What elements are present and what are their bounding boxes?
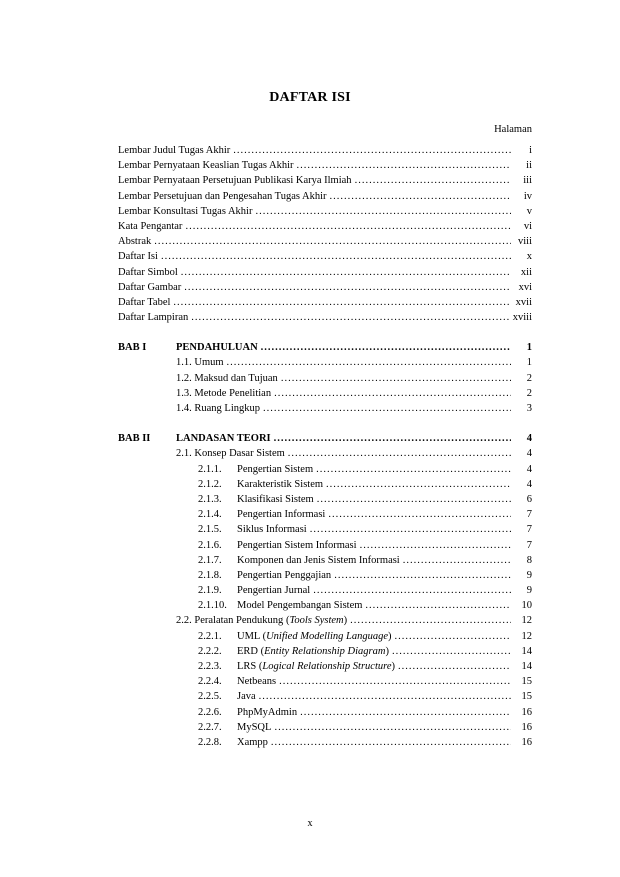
toc-entry-text: Lembar Judul Tugas Akhir <box>118 145 231 156</box>
toc-entry-number: 2.1.8. <box>198 569 222 581</box>
section-2-2-item <box>118 705 532 720</box>
toc-entry-text: 1.3. Metode Penelitian <box>176 387 272 399</box>
toc-entry-label <box>118 173 352 188</box>
toc-entry-label <box>118 386 271 401</box>
toc-entry-text: UML <box>237 630 260 642</box>
toc-entry-label <box>118 234 151 249</box>
toc-entry-label <box>118 265 178 280</box>
section-2-1-item <box>118 477 532 492</box>
toc-entry-number: 2.2.3. <box>198 661 222 672</box>
toc-entry-text: Klasifikasi Sistem <box>237 493 314 505</box>
section-2-2-item <box>118 674 532 689</box>
dot-leader <box>355 173 511 188</box>
bab1-page: 1 <box>526 342 532 354</box>
dot-leader <box>184 280 511 295</box>
section-2-1-item <box>118 507 532 522</box>
toc-entry-page: xvii <box>515 296 532 308</box>
toc-entry-text: Lembar Konsultasi Tugas Akhir <box>118 205 253 217</box>
section-2-1-page: 4 <box>526 448 532 460</box>
section-2-2-page: 12 <box>521 615 532 627</box>
dot-leader <box>330 189 511 204</box>
dot-leader <box>161 249 511 264</box>
front-matter-item <box>118 249 532 264</box>
toc-entry-text: ERD <box>237 645 258 657</box>
section-2-2-item <box>118 644 532 659</box>
toc-entry-text: Daftar Lampiran <box>118 312 189 324</box>
dot-leader <box>403 553 511 568</box>
front-matter-item <box>118 173 532 188</box>
toc-entry-label <box>118 598 362 613</box>
front-matter-item <box>118 219 532 234</box>
dot-leader <box>191 310 509 325</box>
toc-entry-number: 2.1.5. <box>198 524 222 536</box>
section-2-2-item <box>118 720 532 735</box>
front-matter-item <box>118 204 532 219</box>
dot-leader <box>279 674 511 689</box>
dot-leader <box>326 477 511 492</box>
toc-entry-text: Pengertian Penggajian <box>237 569 332 581</box>
toc-entry-number: 2.2.4. <box>198 676 222 688</box>
dot-leader <box>173 295 511 310</box>
toc-entry-page: 4 <box>526 463 532 475</box>
toc-entry-page: 7 <box>526 524 532 536</box>
toc-entry-page: x <box>526 251 532 263</box>
halaman-label: Halaman <box>494 124 532 135</box>
front-matter-item <box>118 265 532 280</box>
toc-entry-label <box>118 280 181 295</box>
section-2-1-item <box>118 583 532 598</box>
bab1-item <box>118 371 532 386</box>
toc-entry-page: 1 <box>526 357 532 369</box>
dot-leader <box>350 613 511 628</box>
toc-entry-label <box>118 249 158 264</box>
toc-entry-number: 2.1.1. <box>198 463 222 475</box>
front-matter-item <box>118 280 532 295</box>
bab1-title: PENDAHULUAN <box>176 342 258 354</box>
toc-entry-page: xviii <box>512 312 532 324</box>
bab2-page: 4 <box>526 433 532 445</box>
section-2-2-item <box>118 735 532 750</box>
toc-entry-text: Abstrak <box>118 236 152 248</box>
toc-entry-text: Lembar Pernyataan Keaslian Tugas Akhir <box>118 160 294 172</box>
toc-entry-text: Daftar Tabel <box>118 296 171 308</box>
dot-leader <box>317 492 511 507</box>
toc-entry-text: Netbeans <box>237 676 277 688</box>
dot-leader <box>297 158 511 173</box>
toc-entry-label <box>118 401 260 416</box>
dot-leader <box>261 340 511 355</box>
dot-leader <box>334 568 511 583</box>
section-2-2-label: 2.2. Peralatan Pendukung (Tools System) <box>176 615 348 627</box>
toc-entry-label: 2.2.2. ERD (Entity Relationship Diagram) <box>118 644 389 659</box>
bab1-item <box>118 355 532 370</box>
toc-entry-page: 15 <box>521 691 532 703</box>
toc-entry-page: 8 <box>526 554 532 566</box>
toc-entry-page: viii <box>517 236 532 248</box>
toc-entry-label <box>118 295 170 310</box>
section-2-1 <box>118 446 532 461</box>
section-2-1-item <box>118 522 532 537</box>
toc-entry-page: 9 <box>526 569 532 581</box>
toc-entry-label <box>118 310 188 325</box>
toc-entry-text: Daftar Gambar <box>118 281 182 293</box>
front-matter-list <box>118 143 532 325</box>
toc-entry-number: 2.1.3. <box>198 493 222 505</box>
dot-leader <box>300 705 511 720</box>
toc-entry-text: Lembar Pernyataan Persetujuan Publikasi Karya Ilmiah <box>118 175 352 187</box>
section-2-2-italic: Tools System <box>289 615 344 627</box>
toc-entry-text: Daftar Isi <box>118 251 158 263</box>
dot-leader <box>313 583 511 598</box>
toc-entry-label <box>118 720 271 735</box>
toc-entry-number: 2.2.5. <box>198 691 222 703</box>
toc-entry-label <box>118 705 297 720</box>
toc-entry-label <box>118 189 327 204</box>
toc-entry-page: 16 <box>521 721 532 733</box>
toc-entry-italic: Unified Modelling Language <box>266 630 388 642</box>
section-2-1-item <box>118 553 532 568</box>
front-matter-item <box>118 234 532 249</box>
toc-entry-label <box>118 735 268 750</box>
front-matter-item <box>118 295 532 310</box>
toc-entry-number: 2.1.7. <box>198 554 222 566</box>
toc-entry-number: 2.1.6. <box>198 539 222 551</box>
dot-leader <box>181 265 511 280</box>
section-2-1-items <box>118 462 532 614</box>
toc-entry-text: 1.4. Ruang Lingkup <box>176 403 260 414</box>
dot-leader <box>255 204 511 219</box>
toc-entry-label <box>118 477 323 492</box>
toc-entry-text: Siklus Informasi <box>237 524 307 536</box>
toc-entry-italic: Logical Relationship Structure <box>262 661 392 672</box>
dot-leader <box>365 598 511 613</box>
toc-entry-italic: Entity Relationship Diagram <box>264 645 386 657</box>
toc-entry-label <box>118 553 400 568</box>
front-matter-item <box>118 189 532 204</box>
dot-leader <box>392 644 511 659</box>
toc-entry-label <box>118 371 278 386</box>
toc-entry-label <box>118 143 230 158</box>
section-2-1-item <box>118 492 532 507</box>
toc-entry-number: 2.1.9. <box>198 585 222 597</box>
toc-entry-page: 14 <box>521 661 532 672</box>
page-title: DAFTAR ISI <box>269 90 351 105</box>
toc-entry-page: 15 <box>521 676 532 688</box>
toc-entry-text: Daftar Simbol <box>118 266 178 278</box>
toc-entry-page: 3 <box>526 403 532 414</box>
toc-entry-text: Kata Pengantar <box>118 220 183 232</box>
toc-entry-page: 6 <box>526 493 532 505</box>
dot-leader <box>360 538 511 553</box>
toc-entry-label <box>118 492 314 507</box>
toc-entry-text: PhpMyAdmin <box>237 706 298 718</box>
toc-entry-number: 2.1.10. <box>198 600 227 612</box>
dot-leader <box>154 234 511 249</box>
section-2-2-text: 2.2. Peralatan Pendukung <box>176 615 284 627</box>
toc-entry-text: Lembar Persetujuan dan Pengesahan Tugas Akhir <box>118 190 327 202</box>
toc-entry-label: 2.2.3. LRS (Logical Relationship Structure) <box>118 659 395 674</box>
bab1-heading <box>118 340 532 355</box>
toc-entry-label <box>118 158 294 173</box>
toc-entry-page: 14 <box>521 645 532 657</box>
toc-entry-number: 2.2.7. <box>198 721 222 733</box>
toc-entry-text: Model Pengembangan Sistem <box>237 600 363 612</box>
dot-leader <box>233 143 511 158</box>
toc-entry-label <box>118 355 224 370</box>
toc-entry-number: 2.2.1. <box>198 630 222 642</box>
toc-entry-page: 4 <box>526 478 532 490</box>
dot-leader <box>288 446 511 461</box>
toc-entry-number: 2.2.8. <box>198 736 222 748</box>
dot-leader <box>271 735 511 750</box>
toc-entry-label <box>118 689 256 704</box>
toc-entry-page: 7 <box>526 509 532 521</box>
section-2-2-item <box>118 689 532 704</box>
toc-entry-page: 10 <box>521 600 532 612</box>
section-2-1-label: 2.1. Konsep Dasar Sistem <box>176 448 285 460</box>
toc-entry-page: 2 <box>526 387 532 399</box>
dot-leader <box>227 355 511 370</box>
dot-leader <box>274 720 511 735</box>
dot-leader <box>274 386 511 401</box>
toc-entry-text: MySQL <box>237 721 272 733</box>
dot-leader <box>281 371 511 386</box>
toc-entry-text: 1.2. Maksud dan Tujuan <box>176 372 278 384</box>
section-2-1-item <box>118 462 532 477</box>
toc-entry-page: 9 <box>526 585 532 597</box>
toc-entry-number: 2.2.6. <box>198 706 222 718</box>
toc-entry-label <box>118 538 357 553</box>
toc-entry-label <box>118 462 313 477</box>
dot-leader <box>394 629 511 644</box>
bab2-title: LANDASAN TEORI <box>176 433 271 445</box>
toc-entry-label <box>118 568 331 583</box>
front-matter-item <box>118 143 532 158</box>
toc-entry-text: Pengertian Sistem <box>237 463 314 475</box>
toc-entry-page: v <box>526 205 532 217</box>
toc-entry-text: Komponen dan Jenis Sistem Informasi <box>237 554 400 566</box>
toc-entry-text: Xampp <box>237 736 268 748</box>
section-2-2 <box>118 613 532 628</box>
toc-entry-label <box>118 204 252 219</box>
bab1-code: BAB I <box>118 342 147 354</box>
section-2-1-item <box>118 568 532 583</box>
toc-entry-page: xvi <box>518 281 532 293</box>
table-of-contents <box>118 143 532 750</box>
dot-leader <box>398 659 511 674</box>
page-number: x <box>307 818 313 829</box>
toc-entry-number: 2.2.2. <box>198 645 222 657</box>
toc-entry-page: 12 <box>521 630 532 642</box>
toc-entry-text: Pengertian Informasi <box>237 509 326 521</box>
toc-entry-label: 2.2.1. UML (Unified Modelling Language) <box>118 629 391 644</box>
toc-entry-text: Pengertian Sistem Informasi <box>237 539 357 551</box>
toc-entry-page: iv <box>523 190 532 202</box>
toc-entry-page: iii <box>523 175 532 187</box>
bab1-item <box>118 401 532 416</box>
bab1-items <box>118 355 532 416</box>
toc-entry-label <box>118 522 307 537</box>
dot-leader <box>310 522 511 537</box>
dot-leader <box>185 219 511 234</box>
toc-entry-page: 2 <box>526 372 532 384</box>
dot-leader <box>274 431 511 446</box>
front-matter-item <box>118 310 532 325</box>
dot-leader <box>328 507 511 522</box>
dot-leader <box>259 689 511 704</box>
toc-entry-text: 1.1. Umum <box>176 357 224 369</box>
section-2-1-item <box>118 598 532 613</box>
toc-entry-label <box>118 674 276 689</box>
toc-entry-page: xii <box>520 266 532 278</box>
toc-entry-text: Pengertian Jurnal <box>237 585 311 597</box>
toc-entry-page: 16 <box>521 736 532 748</box>
section-2-2-items <box>118 629 532 751</box>
bab2-heading <box>118 431 532 446</box>
section-2-2-item <box>118 629 532 644</box>
bab1-item <box>118 386 532 401</box>
toc-entry-label <box>118 219 182 234</box>
toc-entry-page: 7 <box>526 539 532 551</box>
toc-entry-page: i <box>529 145 532 156</box>
section-2-2-item <box>118 659 532 674</box>
dot-leader <box>263 401 511 416</box>
toc-entry-label <box>118 507 325 522</box>
dot-leader <box>316 462 511 477</box>
toc-entry-number: 2.1.2. <box>198 478 222 490</box>
section-2-1-item <box>118 538 532 553</box>
toc-entry-label <box>118 583 310 598</box>
toc-entry-page: vi <box>523 220 532 232</box>
toc-entry-text: Karakteristik Sistem <box>237 478 324 490</box>
toc-entry-page: ii <box>526 160 532 172</box>
toc-entry-text: Java <box>237 691 256 703</box>
front-matter-item <box>118 158 532 173</box>
toc-entry-text: LRS <box>237 661 257 672</box>
toc-entry-page: 16 <box>521 706 532 718</box>
toc-entry-number: 2.1.4. <box>198 509 222 521</box>
bab2-code: BAB II <box>118 433 151 445</box>
